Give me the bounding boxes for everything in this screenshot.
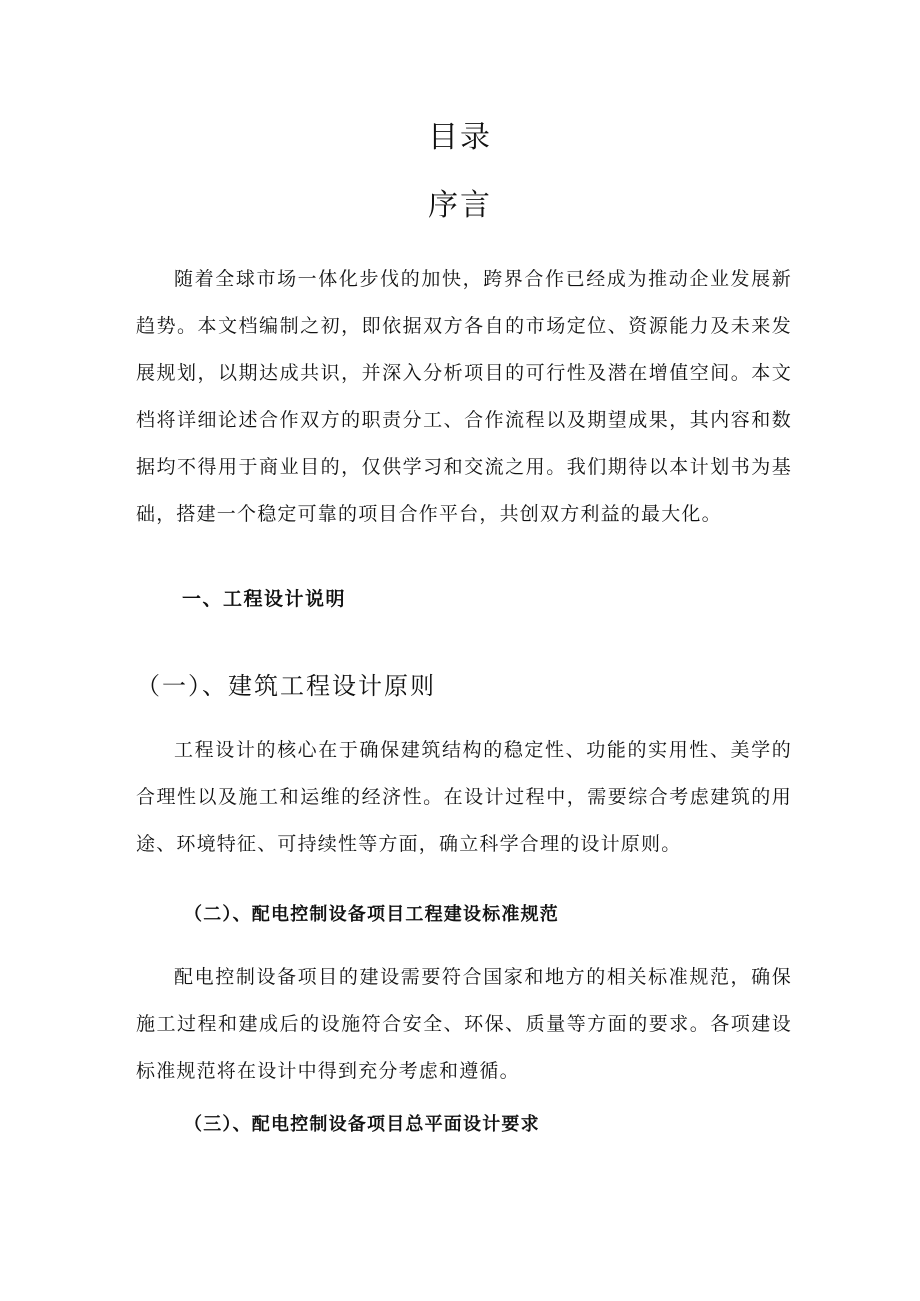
preface-title: 序言 [428, 188, 492, 223]
construction-standards-paragraph: 配电控制设备项目的建设需要符合国家和地方的相关标准规范，确保施工过程和建成后的设施符合安全、环保、质量等方面的要求。各项建设标准规范将在设计中得到充分考虑和遵循。 [136, 966, 792, 1082]
subsection-heading-site-plan-requirements: （三）、配电控制设备项目总平面设计要求 [184, 1114, 540, 1135]
section-heading-engineering-design: 一、工程设计说明 [182, 588, 347, 610]
toc-title: 目录 [428, 120, 492, 155]
subsection-heading-construction-standards: （二）、配电控制设备项目工程建设标准规范 [184, 904, 559, 925]
design-principles-paragraph: 工程设计的核心在于确保建筑结构的稳定性、功能的实用性、美学的合理性以及施工和运维的经济性。在设计过程中，需要综合考虑建筑的用途、环境特征、可持续性等方面，确立科学合理的设计原则。 [136, 739, 792, 855]
subsection-heading-design-principles: （一）、建筑工程设计原则 [136, 672, 436, 700]
preface-paragraph: 随着全球市场一体化步伐的加快，跨界合作已经成为推动企业发展新趋势。本文档编制之初，即依据双方各自的市场定位、资源能力及未来发展规划，以期达成共识，并深入分析项目的可行性及潜在增值空间。本文档将详细论述合作双方的职责分工、合作流程以及期望成果，其内容和数据均不得用于商业目的，仅供学习和交流之用。我们期待以本计划书为基础，搭建一个稳定可靠的项目合作平台，共创双方利益的最大化。 [136, 268, 792, 525]
